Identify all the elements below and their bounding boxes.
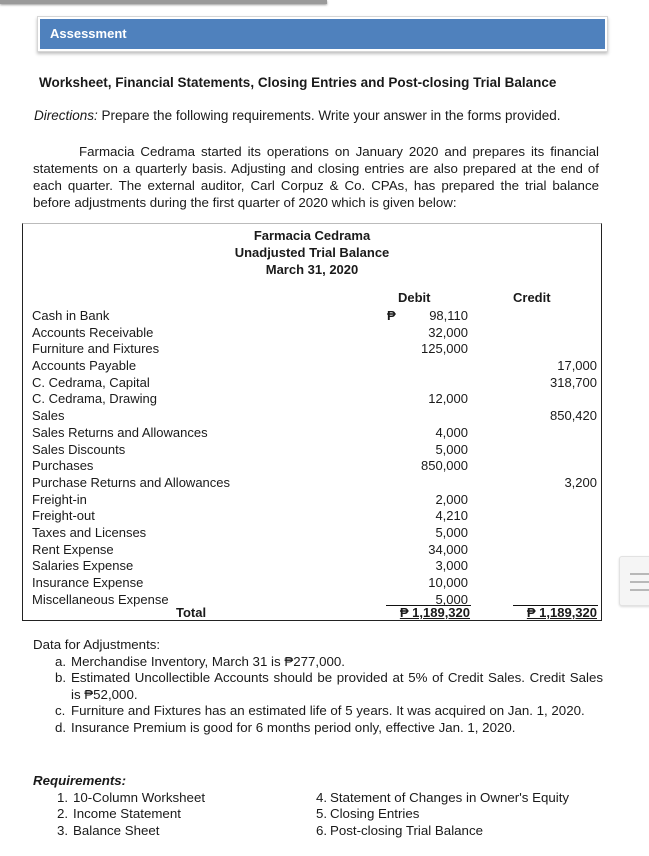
requirements-right-column	[316, 790, 569, 840]
requirement-item	[316, 823, 569, 840]
requirements-section	[33, 773, 623, 842]
adjustment-text: Estimated Uncollectible Accounts should be provided at 5% of Credit Sales. Credit Sales is ₱52,000.	[71, 670, 603, 702]
requirement-number: 3.	[57, 822, 69, 838]
account-name: Accounts Payable	[32, 358, 137, 374]
debit-amount: 98,110	[429, 308, 468, 323]
adjustments-section	[33, 637, 603, 737]
account-name: Furniture and Fixtures	[32, 341, 160, 357]
account-name: C. Cedrama, Drawing	[32, 391, 157, 407]
debit-amount: 4,000	[435, 424, 468, 440]
table-row	[32, 325, 598, 342]
table-row	[32, 408, 598, 425]
requirement-number: 6.	[316, 822, 328, 838]
debit-amount: 3,000	[435, 558, 468, 574]
trial-balance-heading	[23, 227, 601, 278]
debit-amount: 32,000	[428, 324, 468, 340]
account-name: Cash in Bank	[32, 308, 110, 323]
table-row	[32, 542, 598, 559]
adjustment-marker: d.	[55, 719, 67, 735]
account-name: Miscellaneous Expense	[32, 591, 169, 607]
directions-label: Directions:	[34, 108, 98, 123]
account-name: Rent Expense	[32, 541, 114, 557]
adjustment-text: Merchandise Inventory, March 31 is ₱277,000.	[71, 653, 345, 669]
table-row	[32, 475, 598, 492]
debit-amount: 5,000	[435, 524, 468, 540]
account-name: Sales Discounts	[32, 441, 126, 457]
credit-amount: 850,420	[550, 408, 597, 424]
adjustments-title: Data for Adjustments:	[33, 637, 161, 652]
account-name: Sales Returns and Allowances	[32, 424, 208, 440]
adjustment-item	[55, 720, 603, 737]
requirement-text: Balance Sheet	[73, 822, 160, 838]
table-row	[32, 492, 598, 509]
requirement-text: Income Statement	[73, 806, 181, 821]
requirement-number: 2.	[57, 806, 69, 821]
debit-amount: 850,000	[421, 458, 468, 474]
statement-date: March 31, 2020	[265, 262, 359, 277]
debit-amount: 4,210	[435, 508, 468, 524]
account-name: Freight-in	[32, 491, 87, 507]
adjustment-item	[55, 654, 603, 671]
company-name: Farmacia Cedrama	[253, 228, 371, 243]
account-name: Taxes and Licenses	[32, 524, 147, 540]
table-row	[32, 358, 598, 375]
table-row	[32, 391, 598, 408]
account-name: Purchases	[32, 458, 94, 474]
assessment-title: Assessment	[40, 19, 605, 49]
table-row	[32, 575, 598, 592]
adjustment-item	[55, 670, 603, 703]
peso-symbol: ₱	[387, 308, 396, 323]
debit-column-header: Debit	[398, 290, 431, 305]
account-name: Purchase Returns and Allowances	[32, 474, 231, 490]
total-credit: ₱ 1,189,320	[513, 605, 598, 620]
requirement-item	[57, 790, 205, 807]
debit-amount: 34,000	[428, 541, 468, 557]
table-row	[32, 425, 598, 442]
adjustment-text: Insurance Premium is good for 6 months period only, effective Jan. 1, 2020.	[71, 719, 516, 735]
requirement-text: Post-closing Trial Balance	[330, 822, 483, 838]
table-row	[32, 525, 598, 542]
debit-amount: 5,000	[435, 441, 468, 457]
account-name: Insurance Expense	[32, 575, 144, 590]
trial-balance-rows	[32, 308, 598, 608]
requirement-item	[57, 823, 205, 840]
account-name: Sales	[32, 408, 65, 424]
requirement-number: 1.	[57, 789, 69, 805]
requirements-title: Requirements:	[33, 773, 127, 788]
directions	[34, 108, 561, 123]
requirement-number: 5.	[316, 806, 328, 821]
adjustment-text: Furniture and Fixtures has an estimated life of 5 years. It was acquired on Jan. 1, 2020.	[71, 703, 585, 719]
credit-amount: 17,000	[557, 358, 597, 374]
requirement-text: Statement of Changes in Owner's Equity	[330, 789, 570, 805]
total-row	[32, 605, 598, 621]
account-name: Accounts Receivable	[32, 324, 154, 340]
intro-paragraph: Farmacia Cedrama started its operations on January 2020 and prepares its financial statements on a quarterly basis. Adjusting and closing entries are also prepared at the end of each quarter. The external auditor, Carl Corpuz & Co. CPAs, has prepared the trial balance before adjustments during the first quarter of 2020 which is given below:	[33, 144, 599, 210]
debit-amount: 10,000	[428, 575, 468, 590]
table-row	[32, 458, 598, 475]
debit-amount: 5,000	[435, 591, 468, 607]
requirements-left-column	[57, 790, 205, 840]
adjustment-marker: b.	[55, 670, 67, 686]
total-debit: ₱ 1,189,320	[386, 605, 471, 620]
credit-amount: 3,200	[564, 474, 597, 490]
credit-amount: 318,700	[550, 374, 597, 390]
statement-title: Unadjusted Trial Balance	[234, 245, 390, 260]
table-row	[32, 442, 598, 459]
requirement-item	[316, 806, 569, 823]
adjustment-marker: c.	[55, 703, 66, 719]
table-row	[32, 341, 598, 358]
adjustment-item	[55, 703, 603, 720]
table-row	[32, 375, 598, 392]
credit-column-header: Credit	[513, 290, 551, 305]
requirement-text: 10-Column Worksheet	[73, 789, 206, 805]
requirement-number: 4.	[316, 789, 328, 805]
adjustment-marker: a.	[55, 653, 67, 669]
table-row	[32, 558, 598, 575]
table-row	[32, 508, 598, 525]
assessment-banner	[37, 16, 608, 52]
adjustments-list	[55, 654, 603, 737]
table-row	[32, 308, 598, 325]
account-name: Freight-out	[32, 508, 95, 524]
debit-amount: 2,000	[435, 491, 468, 507]
requirement-text: Closing Entries	[330, 806, 420, 821]
account-name: C. Cedrama, Capital	[32, 374, 150, 390]
document-title: Worksheet, Financial Statements, Closing Entries and Post-closing Trial Balance	[39, 75, 557, 90]
requirement-item	[57, 806, 205, 823]
requirement-item	[316, 790, 569, 807]
side-menu-button[interactable]	[619, 556, 649, 606]
total-label: Total	[176, 605, 207, 620]
debit-amount: 12,000	[428, 391, 468, 407]
account-name: Salaries Expense	[32, 558, 134, 574]
debit-amount: 125,000	[421, 341, 468, 357]
trial-balance-table	[22, 223, 602, 621]
top-scroll-bar	[0, 0, 327, 4]
directions-text: Prepare the following requirements. Write your answer in the forms provided.	[97, 108, 561, 123]
